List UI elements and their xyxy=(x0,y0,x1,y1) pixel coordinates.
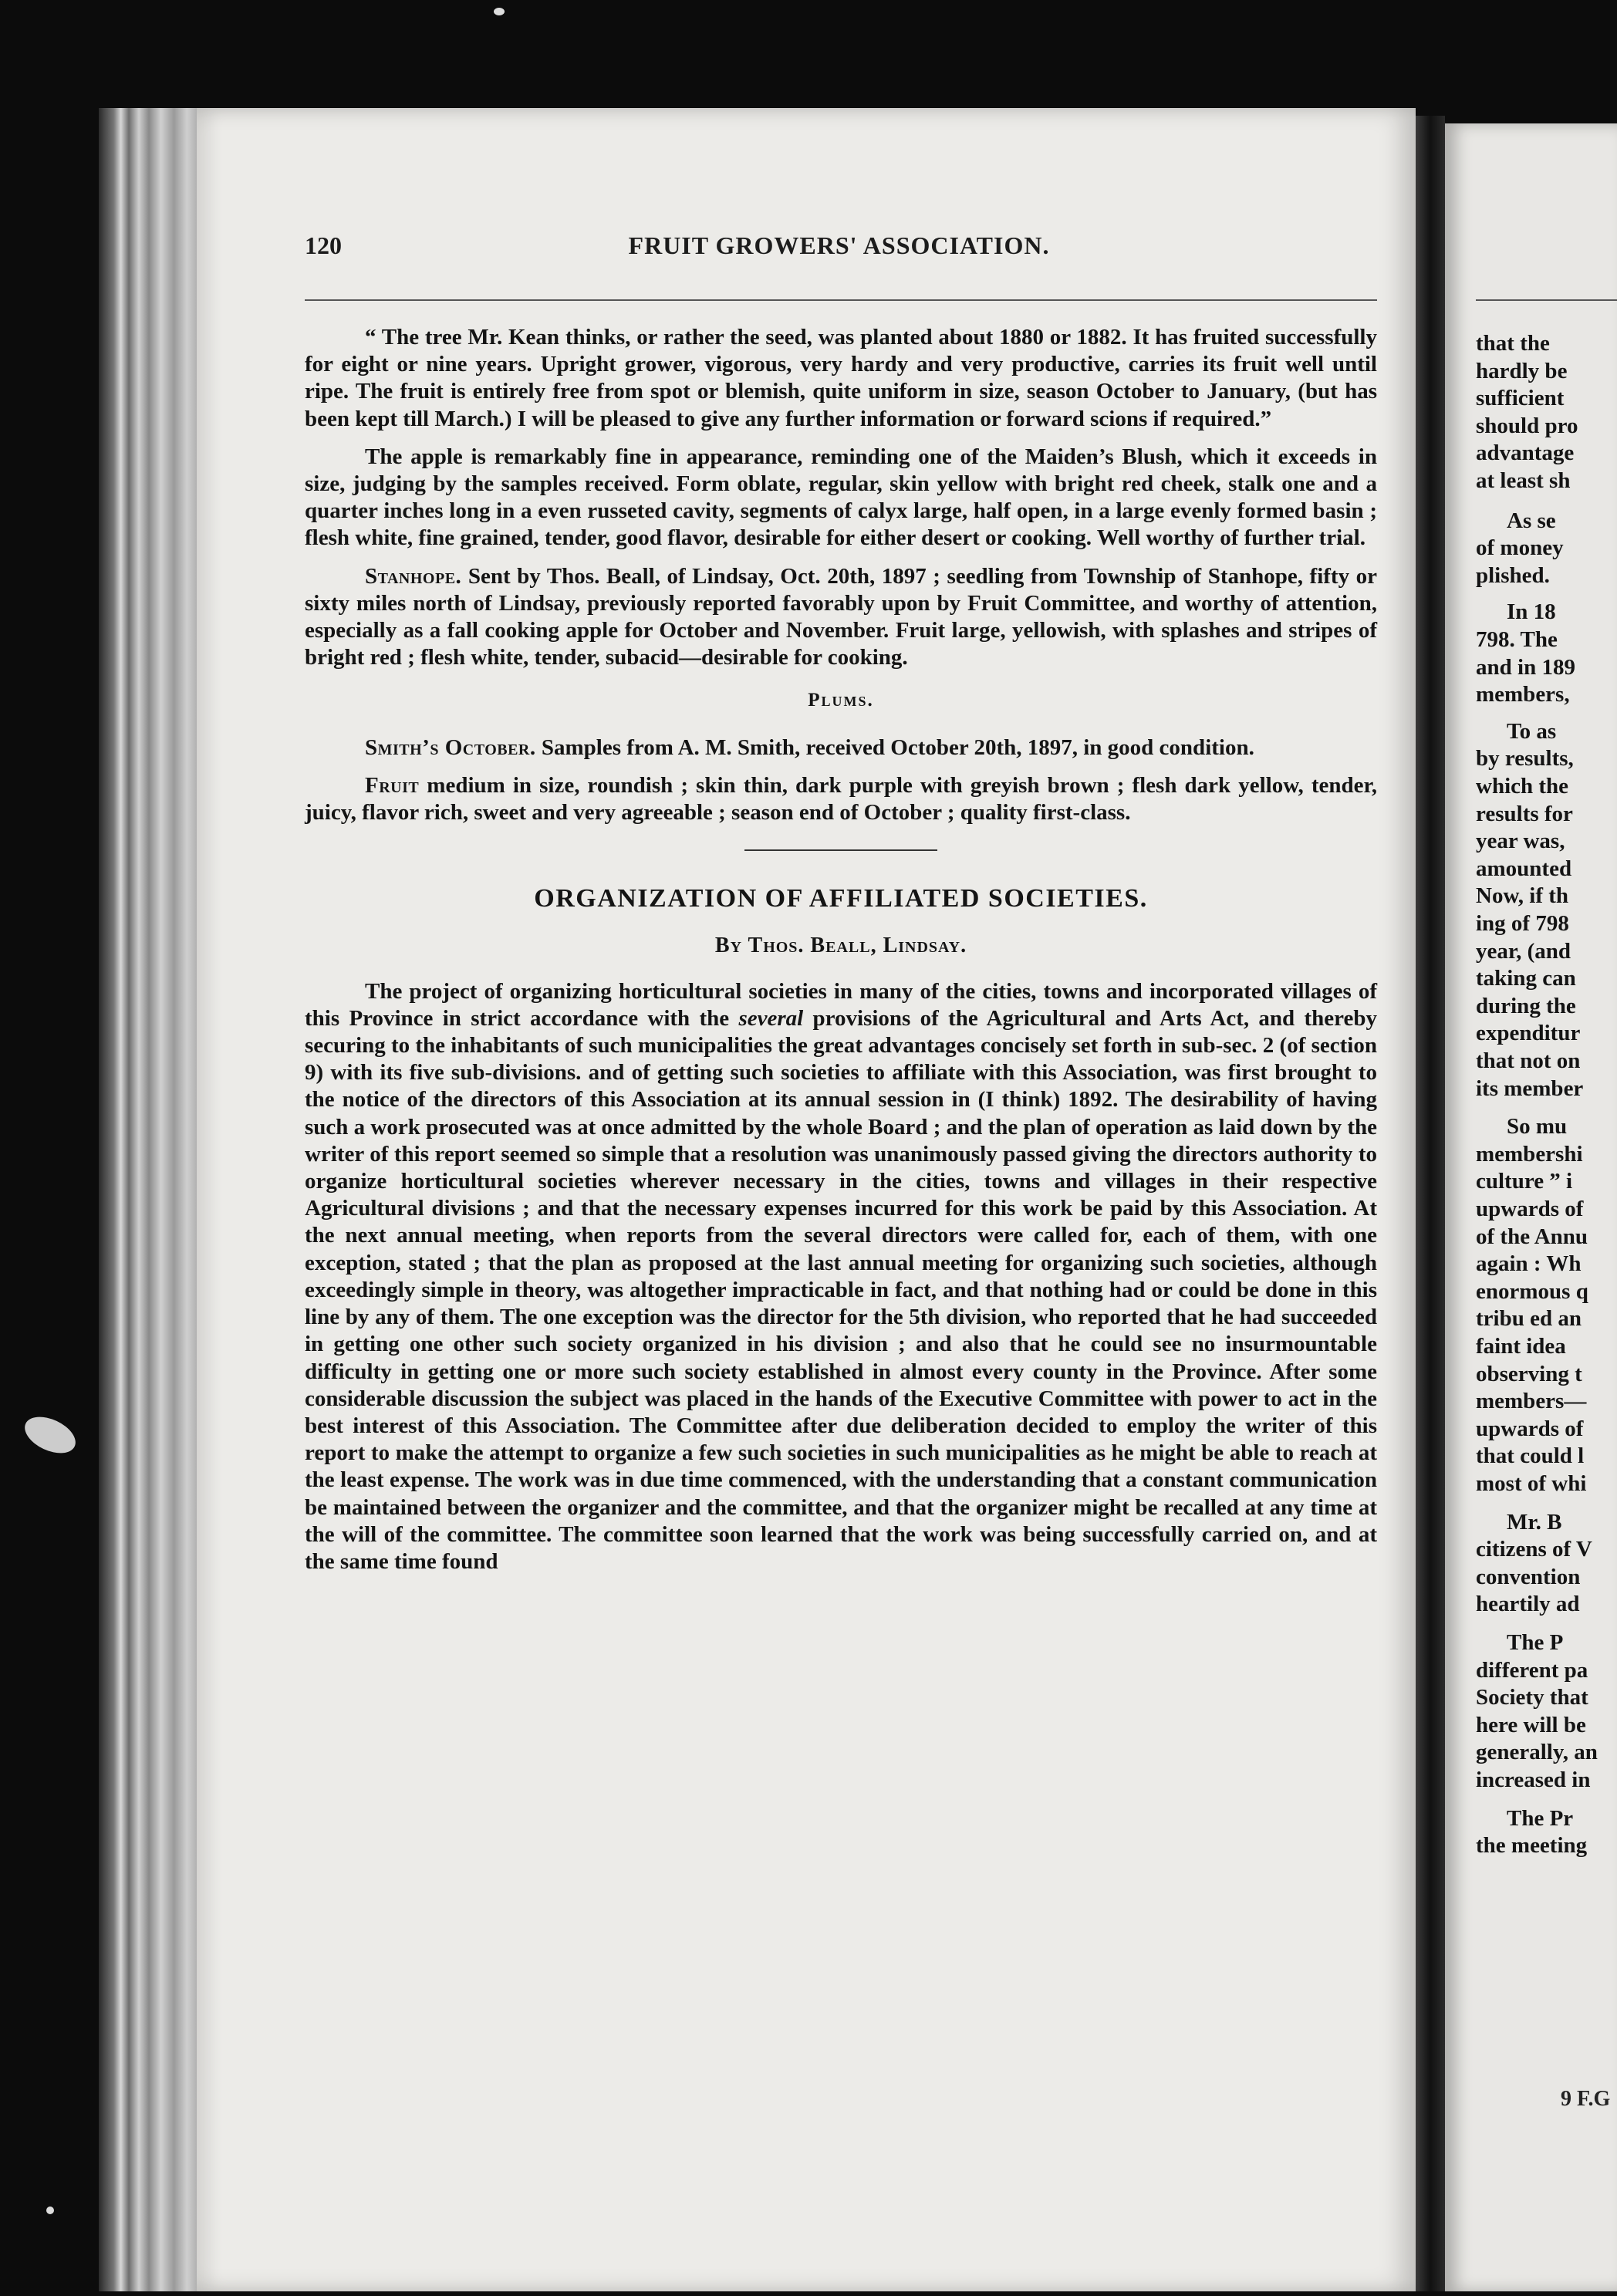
right-page-line: hardly be xyxy=(1476,358,1568,383)
page-header xyxy=(305,231,1373,270)
right-page-line: members— xyxy=(1476,1389,1587,1414)
right-page-line: citizens of V xyxy=(1476,1537,1592,1562)
right-page-line: again : Wh xyxy=(1476,1251,1582,1277)
right-page-line: results for xyxy=(1476,801,1573,826)
header-rule xyxy=(305,299,1377,301)
stanhope-paragraph xyxy=(305,563,1377,672)
right-page-line: should pro xyxy=(1476,413,1578,438)
right-page-line: upwards of xyxy=(1476,1197,1584,1221)
right-page-line: taking can xyxy=(1476,966,1576,991)
scan-debris xyxy=(19,1410,81,1460)
right-page-line: the meeting xyxy=(1476,1833,1588,1859)
body-text-rest: provisions of the Agricultural and Arts Act, and thereby securing to the inhabitants of such municipalities the great advantages concisely set forth in sub-sec. 2 (of section 9) with its five sub-divisions. and of getting such societies to affiliate with this Association, was first brought to the notice of the directors of this Association at its annual session in (I think) 1892. The desirability of having such a work prosecuted was at once admitted by the whole Board ; and the plan of operation as laid down by the writer of this report seemed so simple that a resolution was unanimously passed giving the directors authority to organize horticultural societies wherever necessary in the cities, towns and villages in their respective Agricultural divisions ; and that the necessary expenses incurred for this work be paid by this Association. At the next annual meeting, when reports from the several directors were called for, each of them, with one exception, stated ; that the plan as proposed at the last annual meeting for organizing such societies, although exceedingly simple in theory, was altogether impracticable in fact, and that nothing had or could be done in this line by any of them. The one exception was the director for the 5th division, who reported that he had succeeded in getting one other such society organized in his division ; and also that he could see no insurmountable difficulty in getting one or more such society established in almost every county in the Province. After some considerable discussion the subject was placed in the hands of the Executive Committee with power to act in the best interest of this Association. The Committee after due deliberation decided to employ the writer of this report to make the attempt to organize a few such societies in such municipalities as he might be able to reach at the least expense. The work was in due time commenced, with the understanding that a constant communication be maintained between the organizer and the committee, and that the organizer might be recalled at any time at the will of the committee. The committee soon learned that the work was being successfully carried on, and at the same time found xyxy=(305,1005,1377,1574)
right-page-line: enormous q xyxy=(1476,1278,1588,1304)
section-divider xyxy=(744,849,937,851)
scan-speck xyxy=(46,2207,54,2214)
right-page-line: sufficient xyxy=(1476,386,1565,411)
plums-heading: Plums. xyxy=(808,690,874,711)
right-page-line: To as xyxy=(1507,718,1557,744)
right-page-line: So mu xyxy=(1507,1114,1568,1140)
quote-paragraph: “ The tree Mr. Kean thinks, or rather the seed, was planted about 1880 or 1882. It has fruited successfully for eight or nine years. Upright grower, vigorous, very hardy and very productive, carries its fruit well until ripe. The fruit is entirely free from spot or blemish, quite uniform in size, season October to January, (but has been kept till March.) I will be pleased to give any further information or forward scions if required.” xyxy=(305,325,1377,431)
right-page-line: most of whi xyxy=(1476,1471,1587,1496)
right-page-line: here will be xyxy=(1476,1712,1586,1737)
right-page-line: year was, xyxy=(1476,829,1565,854)
right-page-line: and in 189 xyxy=(1476,654,1575,680)
right-page-line: expenditur xyxy=(1476,1021,1581,1046)
right-page-line: which the xyxy=(1476,774,1569,799)
body-italic-word: several xyxy=(738,1005,804,1031)
right-page-line: tribu ed an xyxy=(1476,1306,1582,1332)
smith-october-name: Smith’s October. xyxy=(365,734,536,760)
right-page-line: ing of 798 xyxy=(1476,911,1569,936)
right-page-line: membershi xyxy=(1476,1141,1583,1167)
right-page-line: advantage xyxy=(1476,441,1575,466)
right-page-line: 798. The xyxy=(1476,627,1558,652)
page-text xyxy=(305,324,1377,1586)
right-page-line: faint idea xyxy=(1476,1334,1566,1359)
right-page-line: by results, xyxy=(1476,746,1574,772)
right-page-line: In 18 xyxy=(1507,599,1556,625)
right-page-line: increased in xyxy=(1476,1768,1591,1792)
body-text-start: The project of organizing horticultural societies in many of the cities, towns and incorporated villages of this Province in strict accordance with the xyxy=(305,978,1377,1031)
scan-speck xyxy=(494,8,505,15)
right-page-line: its member xyxy=(1476,1075,1584,1101)
running-title: FRUIT GROWERS' ASSOCIATION. xyxy=(628,231,1050,259)
right-page-line: that the xyxy=(1476,331,1550,356)
fruit-label: Fruit xyxy=(365,772,420,798)
section-title: ORGANIZATION OF AFFILIATED SOCIETIES. xyxy=(534,884,1148,913)
book-page-edges xyxy=(99,108,199,2291)
right-page-line: observing t xyxy=(1476,1361,1582,1386)
right-page-line: Mr. B xyxy=(1507,1509,1562,1535)
smith-october-text: Samples from A. M. Smith, received October 20th, 1897, in good condition. xyxy=(535,734,1254,760)
right-page-line: upwards of xyxy=(1476,1416,1584,1441)
right-page-line: plished. xyxy=(1476,562,1550,588)
right-page-line: members, xyxy=(1476,682,1570,707)
right-page-line: generally, an xyxy=(1476,1740,1598,1765)
right-page-line: culture ” i xyxy=(1476,1169,1573,1194)
right-page-line: that could l xyxy=(1476,1443,1585,1469)
right-page-line: year, (and xyxy=(1476,938,1571,964)
right-page xyxy=(1445,123,1617,2291)
page-number: 120 xyxy=(305,231,342,259)
right-page-header-rule xyxy=(1476,299,1617,301)
byline: By Thos. Beall, Lindsay. xyxy=(714,934,967,958)
right-page-line: that not on xyxy=(1476,1048,1581,1073)
right-page-line: The Pr xyxy=(1507,1805,1574,1831)
book-gutter xyxy=(1416,116,1445,2291)
right-page-line: Now, if th xyxy=(1476,883,1569,909)
right-page-line: at least sh xyxy=(1476,468,1571,493)
body-paragraph xyxy=(305,978,1377,1575)
right-page-line: Society that xyxy=(1476,1685,1588,1710)
smith-october-paragraph xyxy=(305,734,1377,761)
right-page-line: different pa xyxy=(1476,1657,1588,1683)
stanhope-text: Sent by Thos. Beall, of Lindsay, Oct. 20th, 1897 ; seedling from Township of Stanhope, fifty or sixty miles north of Lindsay, previously reported favorably upon by Fruit Committee, and worthy of attention, especially as a fall cooking apple for October and November. Fruit large, yellowish, with splashes and stripes of bright red ; flesh white, tender, subacid—desirable for cooking. xyxy=(305,563,1377,670)
right-page-line: The P xyxy=(1507,1630,1564,1655)
right-page-footer: 9 F.G xyxy=(1561,2087,1611,2111)
right-page-line: convention xyxy=(1476,1564,1581,1589)
right-page-line: amounted xyxy=(1476,856,1572,881)
right-page-line: during the xyxy=(1476,993,1576,1018)
right-page-line: of money xyxy=(1476,535,1564,561)
fruit-text: medium in size, roundish ; skin thin, dark purple with greyish brown ; flesh dark yellow, tender, juicy, flavor rich, sweet and very agreeable ; season end of October ; quality first-class. xyxy=(305,772,1377,826)
fruit-paragraph xyxy=(305,772,1377,826)
apple-description-paragraph: The apple is remarkably fine in appearance, reminding one of the Maiden’s Blush, which it exceeds in size, judging by the samples received. Form oblate, regular, skin yellow with bright red cheek, stalk one and a quarter inches long in a even russeted cavity, segments of calyx large, half open, in a large evenly formed basin ; flesh white, fine grained, tender, good flavor, desirable for either desert or cooking. Well worthy of further trial. xyxy=(305,444,1377,551)
right-page-line: of the Annu xyxy=(1476,1224,1588,1249)
right-page-line: heartily ad xyxy=(1476,1592,1580,1617)
right-page-line: As se xyxy=(1507,508,1556,533)
stanhope-name: Stanhope. xyxy=(365,563,462,589)
